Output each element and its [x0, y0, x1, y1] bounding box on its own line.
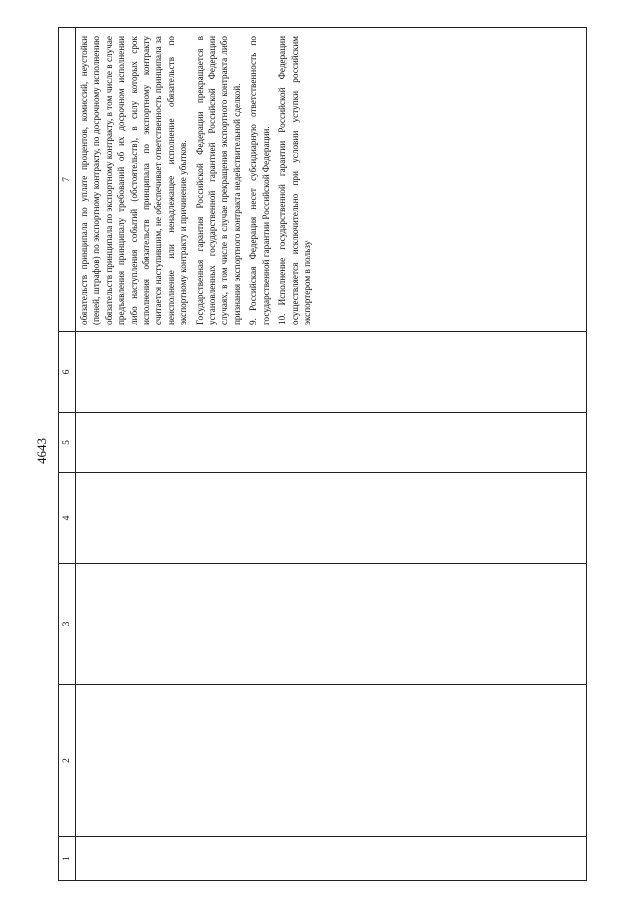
cell-col-1	[75, 836, 586, 880]
table-header-row	[58, 27, 75, 880]
page-number: 4643	[34, 438, 49, 464]
column-header-1: 1	[58, 836, 75, 880]
column-header-2: 2	[58, 684, 75, 836]
table-row	[75, 27, 586, 880]
cell-col-5	[75, 412, 586, 472]
column-header-4: 4	[58, 472, 75, 563]
column-header-6: 6	[58, 331, 75, 412]
column-header-5: 5	[58, 412, 75, 472]
cell-col-3	[75, 563, 586, 684]
document-table	[58, 27, 587, 881]
column-header-7: 7	[58, 27, 75, 331]
cell-col-7	[75, 27, 586, 331]
cell-col-4	[75, 472, 586, 563]
column-header-3: 3	[58, 563, 75, 684]
paragraph-item-10: 10. Исполнение государственной гарантии Российской Федерации осуществляется исключительно при условии уступки российским экспортером в пользу	[276, 35, 312, 325]
rotated-table-wrapper	[58, 28, 583, 881]
paragraph-item-9: 9. Российская Федерация несет субсидиарную ответственность по государственной гарантии Российской Федерации.	[247, 35, 271, 325]
paragraph-guarantee-termination: Государственная гарантия Российской Федерации прекращается в установленных государственной гарантией Российской Федерации случаях, в том числе в случае прекращения экспортного контракта либо признания экспортного контракта недействительной сделкой.	[194, 35, 242, 325]
cell-col-6	[75, 331, 586, 412]
cell-col-2	[75, 684, 586, 836]
paragraph-obligations: обязательств принципала по уплате процентов, комиссий, неустойки (пеней, штрафов) по экспортному контракту, по досрочному исполнению обязательств принципала по экспортному контракту, в том числе в случае предъявления принципалу требований об их досрочном исполнении либо наступления событий (обстоятельств), в силу которых срок исполнения обязательств принципала по экспортному контракту считается наступившим, не обеспечивает ответственность принципала за неисполнение или ненадлежащее исполнение обязательств по экспортному контракту и причинение убытков.	[78, 35, 188, 325]
